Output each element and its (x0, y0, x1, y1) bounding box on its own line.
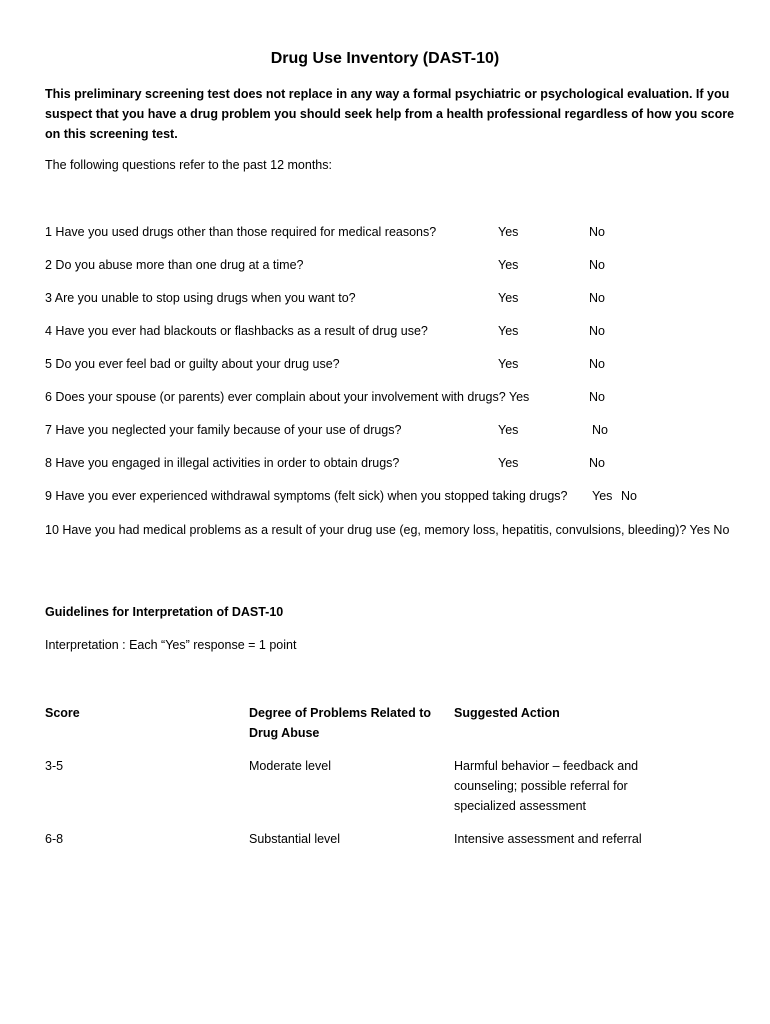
table-row-1-degree: Moderate level (249, 759, 331, 773)
question-2-no: No (589, 258, 605, 272)
question-10: 10 Have you had medical problems as a result of your drug use (eg, memory loss, hepatitis, convulsions, bleeding)? Yes No (45, 523, 730, 537)
question-6-no: No (589, 390, 605, 404)
table-header-score: Score (45, 706, 80, 720)
question-7: 7 Have you neglected your family because of your use of drugs? (45, 423, 402, 437)
table-row-1-score: 3-5 (45, 759, 64, 773)
interpretation-text: Interpretation : Each “Yes” response = 1 point (45, 638, 297, 652)
question-5-yes: Yes (498, 357, 519, 371)
table-row-2-score: 6-8 (45, 832, 64, 846)
question-9: 9 Have you ever experienced withdrawal symptoms (felt sick) when you stopped taking drugs? (45, 489, 568, 503)
question-3: 3 Are you unable to stop using drugs when you want to? (45, 291, 356, 305)
table-row-2-degree: Substantial level (249, 832, 341, 846)
question-5: 5 Do you ever feel bad or guilty about your drug use? (45, 357, 340, 371)
question-7-yes: Yes (498, 423, 519, 437)
question-9-yes: Yes (592, 489, 613, 503)
question-4: 4 Have you ever had blackouts or flashbacks as a result of drug use? (45, 324, 428, 338)
question-5-no: No (589, 357, 605, 371)
question-4-no: No (589, 324, 605, 338)
question-2: 2 Do you abuse more than one drug at a time? (45, 258, 304, 272)
question-8-yes: Yes (498, 456, 519, 470)
guidelines-title: Guidelines for Interpretation of DAST-10 (45, 605, 284, 619)
question-2-yes: Yes (498, 258, 519, 272)
question-1: 1 Have you used drugs other than those required for medical reasons? (45, 225, 437, 239)
question-7-no: No (592, 423, 608, 437)
table-row-2-action: Intensive assessment and referral (454, 832, 642, 846)
table-header-degree: Degree of Problems Related to Drug Abuse (249, 706, 431, 740)
question-1-no: No (589, 225, 605, 239)
questions-lead: The following questions refer to the past 12 months: (45, 158, 332, 172)
question-9-no: No (621, 489, 637, 503)
question-8-no: No (589, 456, 605, 470)
table-row-1-action: Harmful behavior – feedback and counseling; possible referral for specialized assessment (454, 759, 639, 813)
question-8: 8 Have you engaged in illegal activities in order to obtain drugs? (45, 456, 400, 470)
question-6: 6 Does your spouse (or parents) ever complain about your involvement with drugs? Yes (45, 390, 530, 404)
question-3-no: No (589, 291, 605, 305)
question-4-yes: Yes (498, 324, 519, 338)
intro-paragraph: This preliminary screening test does not replace in any way a formal psychiatric or psychological evaluation. If you suspect that you have a drug problem you should seek help from a health professional regardless of how you score on this screening test. (45, 87, 735, 141)
document-title: Drug Use Inventory (DAST-10) (270, 50, 500, 67)
question-1-yes: Yes (498, 225, 519, 239)
table-header-action: Suggested Action (454, 706, 560, 720)
question-3-yes: Yes (498, 291, 519, 305)
